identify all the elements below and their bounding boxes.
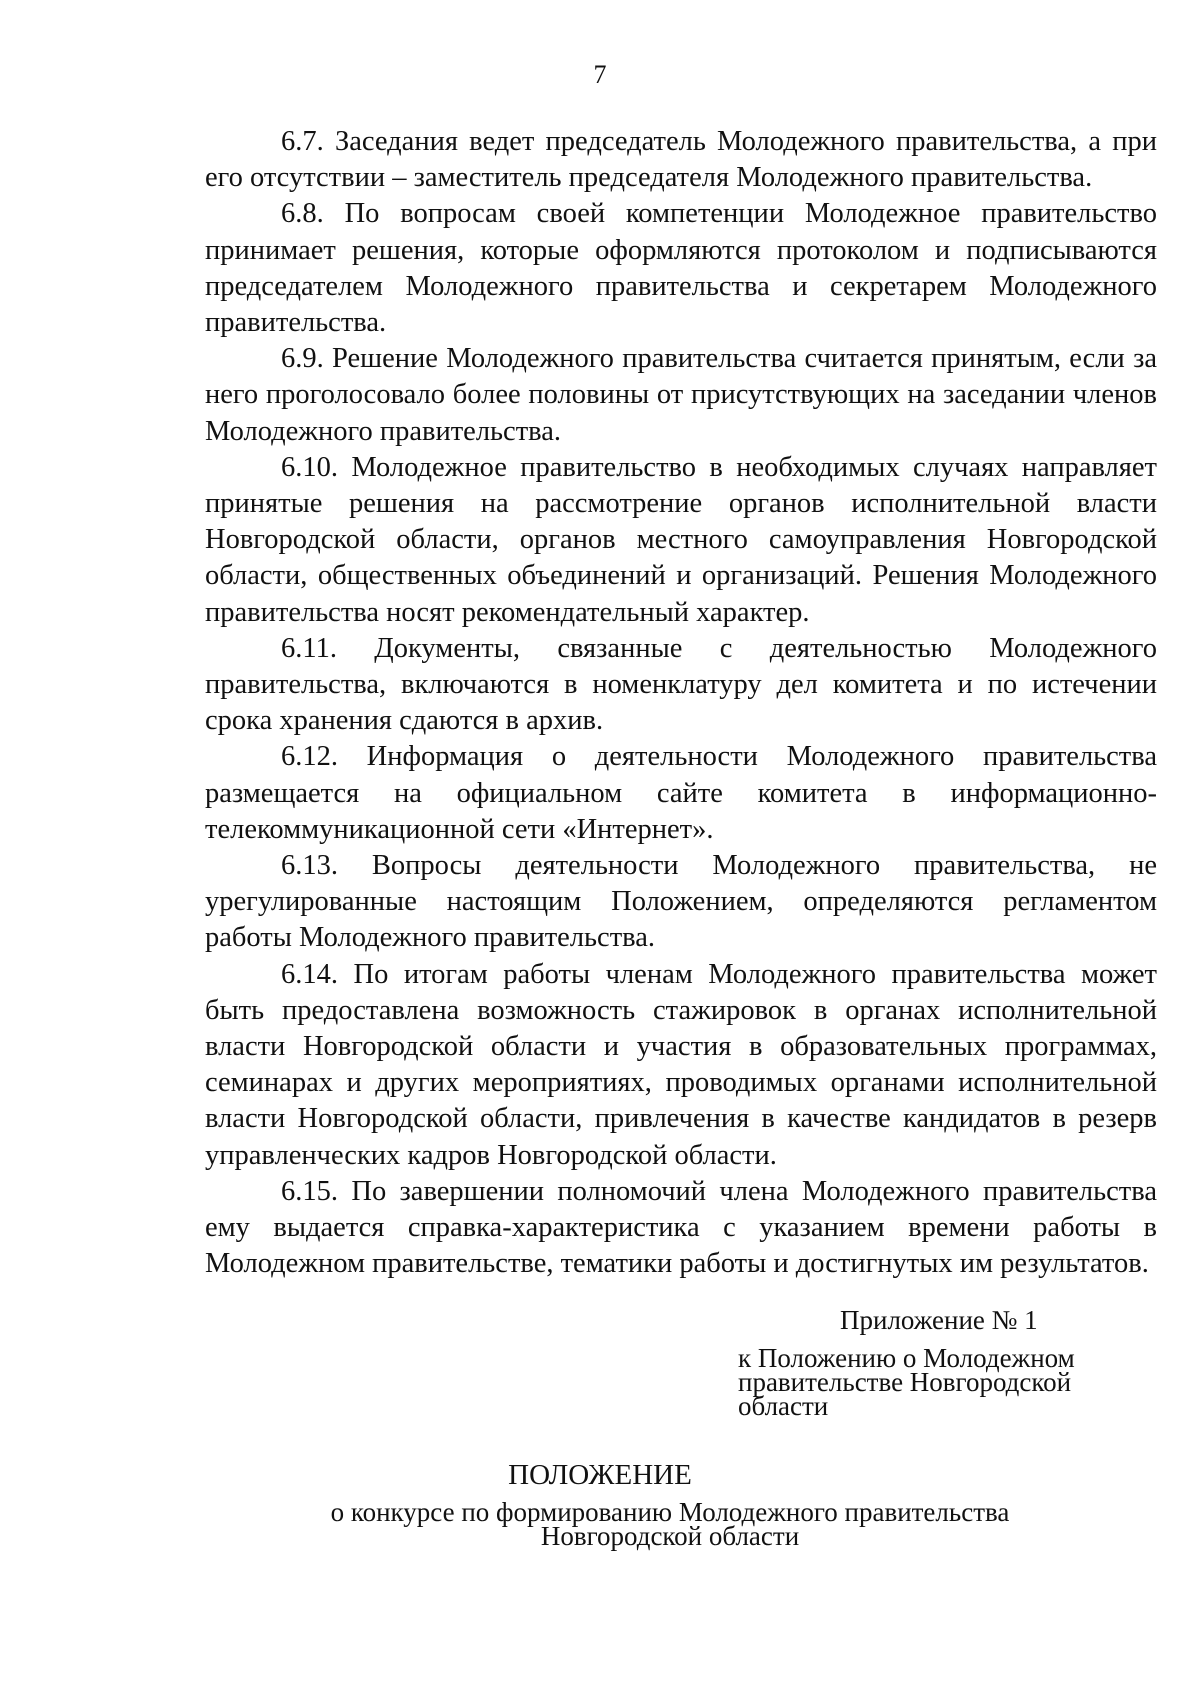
paragraph-6-15: 6.15. По завершении полномочий члена Молодежного правительства ему выдается справка-характеристика с указанием времени работы в Молодежном правительстве, тематики работы и достигнутых им результатов. xyxy=(205,1175,1157,1280)
paragraph-6-8: 6.8. По вопросам своей компетенции Молодежное правительство принимает решения, которые оформляются протоколом и подписываются председателем Молодежного правительства и секретарем Молодежного правительства. xyxy=(205,198,1157,339)
annex-reference-line: к Положению о Молодежном xyxy=(738,1343,1075,1373)
paragraph-6-7: 6.7. Заседания ведет председатель Молодежного правительства, а при его отсутствии – заместитель председателя Молодежного правительства. xyxy=(205,126,1157,194)
regulation-subtitle-line: Новгородской области xyxy=(540,1521,800,1551)
paragraph-6-11: 6.11. Документы, связанные с деятельностью Молодежного правительства, включаются в номенклатуру дел комитета и по истечении срока хранения сдаются в архив. xyxy=(205,632,1157,737)
annex-title: Приложение № 1 xyxy=(840,1305,1038,1335)
annex-reference-line: области xyxy=(738,1391,829,1421)
paragraph-6-9: 6.9. Решение Молодежного правительства считается принятым, если за него проголосовало более половины от присутствующих на заседании членов Молодежного правительства. xyxy=(205,343,1157,447)
paragraph-6-12: 6.12. Информация о деятельности Молодежного правительства размещается на официальном сайте комитета в информационно-телекоммуникационной сети «Интернет». xyxy=(205,741,1157,845)
page-number: 7 xyxy=(593,60,607,89)
document-body xyxy=(205,124,1157,1283)
regulation-subtitle xyxy=(300,1497,1040,1551)
paragraph-6-13: 6.13. Вопросы деятельности Молодежного правительства, не урегулированные настоящим Положением, определяются регламентом работы Молодежного правительства. xyxy=(205,850,1157,954)
annex-reference-line: правительстве Новгородской xyxy=(738,1367,1072,1397)
regulation-title: ПОЛОЖЕНИЕ xyxy=(508,1459,692,1491)
paragraph-6-10: 6.10. Молодежное правительство в необходимых случаях направляет принятые решения на рассмотрение органов исполнительной власти Новгородской области, органов местного самоуправления Новгородской области, общественных объединений и организаций. Решения Молодежного правительства носят рекомендательный характер. xyxy=(205,451,1157,628)
annex-block xyxy=(738,1304,1158,1421)
paragraph-6-14: 6.14. По итогам работы членам Молодежного правительства может быть предоставлена возможность стажировок в органах исполнительной власти Новгородской области и участия в образовательных программах, семинарах и других мероприятиях, проводимых органами исполнительной власти Новгородской области, привлечения в качестве кандидатов в резерв управленческих кадров Новгородской области. xyxy=(205,958,1157,1171)
regulation-subtitle-line: о конкурсе по формированию Молодежного правительства xyxy=(330,1497,1010,1527)
